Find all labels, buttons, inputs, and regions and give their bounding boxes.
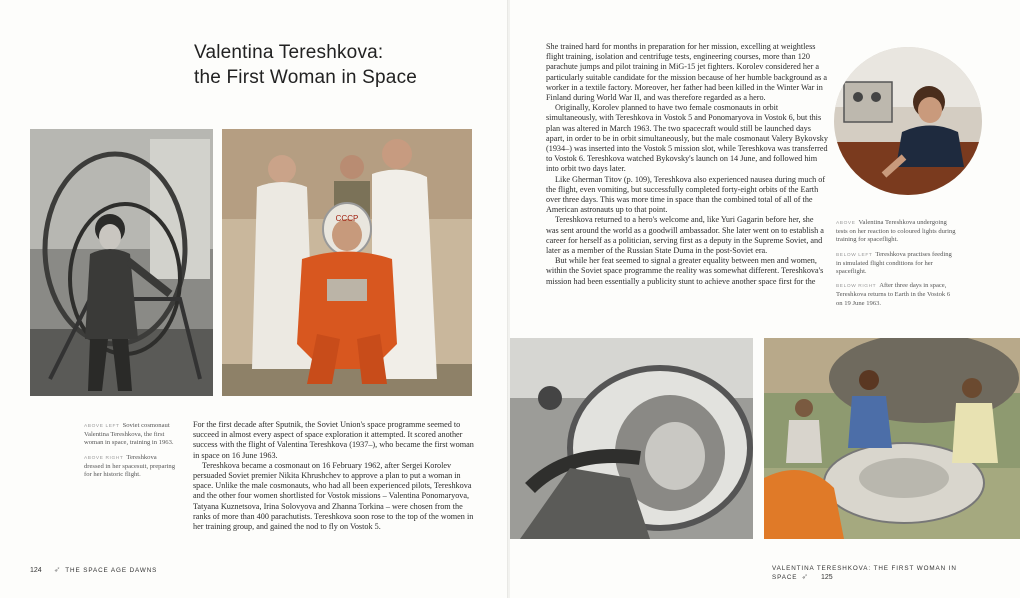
- caption-text: Tereshkova dressed in her spacesuit, preparing for her historic flight.: [84, 453, 175, 479]
- caption-below-left: [836, 251, 956, 277]
- caption-below-right: [836, 282, 956, 308]
- caption-text: Soviet cosmonaut Valentina Tereshkova, the first woman in space, training in 1963.: [84, 422, 174, 447]
- caption-position-label: ABOVE RIGHT: [84, 455, 124, 461]
- svg-text:СССР: СССР: [335, 214, 359, 223]
- right-folio: [772, 565, 1020, 581]
- photo-vostok-6-landing: [764, 338, 1020, 539]
- left-page: [0, 0, 508, 598]
- body-paragraph: For the first decade after Sputnik, the Soviet Union's space programme seemed to succeed in almost every aspect of space exploration it attempted. It scored another success with the flight of Valentina Tereshkova (1937–), who became the first woman in space on 16 June 1963.: [193, 420, 474, 460]
- body-paragraph: She trained hard for months in preparation for her mission, excelling at weightless flight training, isolation and centrifuge tests, engineering courses, more than 120 parachute jumps and pilot training in MiG-15 jet fighters. Korolev considered her a particularly suitable candidate for the mission because of her humble background as a worker in a textile factory. Moreover, her father had been killed in the Winter War in Finland during World War II, and was therefore regarded as a hero.: [546, 42, 828, 103]
- page-number: 124: [30, 567, 42, 574]
- page-number: 125: [821, 574, 833, 581]
- body-paragraph: Originally, Korolev planned to have two female cosmonauts in orbit simultaneously, with Tereshkova in Vostok 5 and Ponomaryova in Vostok 6, but this plan was altered in March 1963. The two spacecraft would still be launched days apart, in order to be in orbit simultaneously, but the male cosmonaut Valery Bykovsky (1934–) was inserted into the Vostok 5 mission slot, while Tereshkova was transferred to Vostok 6. Tereshkova watched Bykovsky's launch on 14 June, and followed him into orbit two days later.: [546, 103, 828, 174]
- title-line-2: the First Woman in Space: [194, 67, 418, 88]
- page-title: [194, 40, 417, 90]
- left-body-text: [193, 420, 475, 532]
- left-captions: [84, 422, 176, 485]
- caption-position-label: BELOW RIGHT: [836, 284, 877, 290]
- caption-text: After three days in space, Tereshkova returns to Earth in the Vostok 6 on 19 June 1963.: [836, 282, 951, 307]
- caption-above: [836, 219, 956, 245]
- caption-text: Valentina Tereshkova undergoing tests on her reaction to coloured lights during training for spaceflight.: [836, 219, 956, 244]
- caption-position-label: ABOVE: [836, 221, 856, 226]
- right-captions: [836, 219, 956, 314]
- title-line-1: Valentina Tereshkova:: [194, 42, 384, 63]
- photo-feeding-simulation: [510, 338, 753, 539]
- caption-position-label: BELOW LEFT: [836, 252, 873, 258]
- rocket-icon: ➶: [53, 565, 62, 574]
- rocket-icon: ➶: [801, 572, 809, 581]
- right-body-text: [546, 42, 828, 287]
- caption-above-left: [84, 422, 176, 448]
- running-head: VALENTINA TERESHKOVA: THE FIRST WOMAN IN SPACE: [772, 565, 957, 581]
- body-paragraph: But while her feat seemed to signal a greater equality between men and women, within the Soviet space programme the reality was somewhat different. Tereshkova's mission had been essentially a publicity stunt to achieve another space first for the: [546, 256, 824, 286]
- photo-training-apparatus: [30, 129, 213, 396]
- caption-above-right: [84, 454, 176, 480]
- left-folio: [30, 565, 157, 574]
- caption-position-label: ABOVE LEFT: [84, 424, 120, 429]
- body-paragraph: Like Gherman Titov (p. 109), Tereshkova also experienced nausea during much of the flight, even vomiting, but successfully completed forty-eight orbits of the Earth over three days. This was more time in space than the combined total of all of the American astronauts up to that point.: [546, 174, 826, 215]
- photo-spacesuit-preparation: [222, 129, 472, 396]
- caption-text: Tereshkova practises feeding in simulated flight conditions for her spaceflight.: [836, 250, 952, 276]
- right-page: [510, 0, 1020, 598]
- running-head: THE SPACE AGE DAWNS: [65, 567, 158, 574]
- photo-light-reaction-test: [834, 47, 982, 195]
- body-paragraph: Tereshkova returned to a hero's welcome and, like Yuri Gagarin before her, she was sent around the world as a goodwill ambassador. She later went on to establish a career for herself as a politician, serving first as a deputy in the Supreme Soviet, and later as a member of the Russian State Duma in the post-Soviet era.: [546, 215, 824, 256]
- body-paragraph: Tereshkova became a cosmonaut on 16 February 1962, after Sergei Korolev persuaded Soviet premier Nikita Khrushchev to approve a plan to put a woman in space. Unlike the male cosmonauts, who had all been experienced pilots, Tereshkova and the other four women shortlisted for Vostok missions – Valentina Ponomaryova, Tatyana Kuznetsova, Irina Solovyova and Zhanna Torkina – were chosen from the ranks of more than 400 parachutists. Tereshkova soon rose to the top of the women in her training group, and gained the nod to fly on Vostok 5.: [193, 460, 474, 532]
